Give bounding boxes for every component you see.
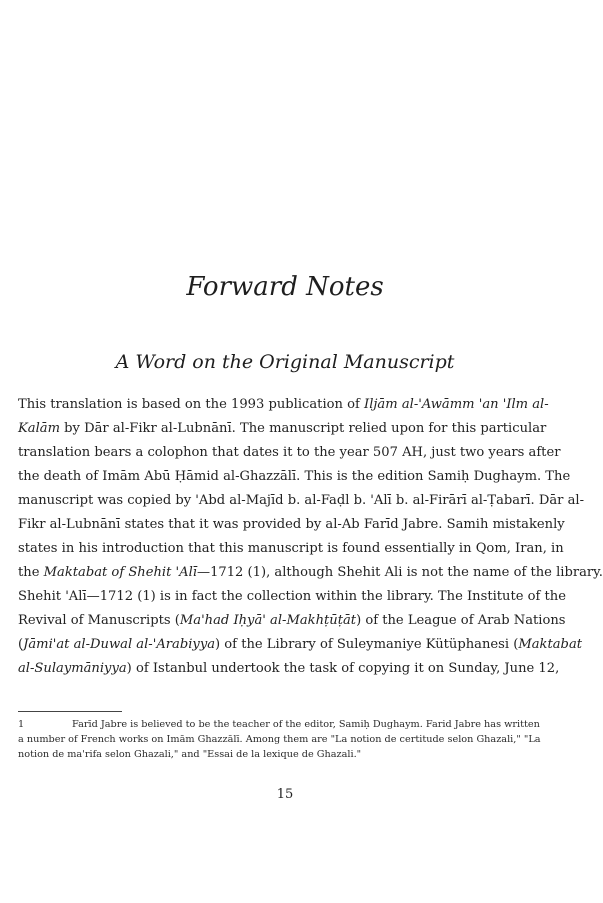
- section-title: A Word on the Original Manuscript: [115, 351, 455, 373]
- paragraph-line: manuscript was copied by 'Abd al-Majīd b. al-Faḍl b. 'Alī b. al-Firārī al-Ṭabarī. Dār al-: [18, 493, 585, 508]
- footnote-line: a number of French works on Imām Ghazzālī. Among them are "La notion de certitude selon Ghazali," "La: [18, 734, 541, 745]
- italic-term: Jāmi'at al-Duwal al-'Arabiyya: [23, 637, 216, 652]
- text-run: ) of Istanbul undertook the task of copying it on Sunday, June 12,: [126, 661, 560, 676]
- paragraph-line: [18, 393, 549, 417]
- italic-title: Kalām: [18, 421, 60, 436]
- text-run: Revival of Manuscripts (: [18, 613, 180, 628]
- italic-term: al-Sulaymāniyya: [18, 661, 127, 676]
- paragraph-line: [18, 609, 566, 633]
- footnote: [18, 717, 541, 762]
- paragraph-line: translation bears a colophon that dates it to the year 507 AH, just two years after: [18, 445, 561, 460]
- footnote-text: Farīd Jabre is believed to be the teacher of the editor, Samiḥ Dughaym. Farid Jabre has written: [72, 719, 540, 730]
- page-number: 15: [276, 787, 294, 802]
- footnote-line: [18, 717, 540, 732]
- paragraph-line: [18, 633, 583, 657]
- footnote-divider: [18, 711, 122, 712]
- paragraph-line: [18, 417, 547, 441]
- chapter-title: Forward Notes: [186, 272, 384, 302]
- italic-term: Maktabat of Shehit 'Alī: [43, 565, 197, 580]
- text-run: This translation is based on the 1993 publication of: [18, 397, 365, 412]
- footnote-line: notion de ma'rifa selon Ghazali," and "Essai de la lexique de Ghazali.": [18, 749, 362, 760]
- text-run: (: [18, 637, 24, 652]
- paragraph-line: Fikr al-Lubnānī states that it was provided by al-Ab Farīd Jabre. Samih mistakenly: [18, 517, 565, 532]
- paragraph-line: [18, 657, 560, 681]
- italic-term: Ma'had Iḥyā' al-Makhṭūṭāt: [179, 613, 357, 628]
- paragraph-line: the death of Imām Abū Ḥāmid al-Ghazzālī. This is the edition Samiḥ Dughaym. The: [18, 469, 571, 484]
- paragraph-line: [18, 561, 603, 585]
- italic-title: Iljām al-'Awāmm 'an 'Ilm al-: [364, 397, 549, 412]
- text-run: the: [18, 565, 44, 580]
- paragraph-line: states in his introduction that this manuscript is found essentially in Qom, Iran, in: [18, 541, 564, 556]
- text-run: by Dār al-Fikr al-Lubnānī. The manuscript relied upon for this particular: [60, 421, 547, 436]
- body-paragraph: [18, 393, 603, 681]
- italic-term: Maktabat: [518, 637, 583, 652]
- text-run: ) of the League of Arab Nations: [356, 613, 566, 628]
- paragraph-line: Shehit 'Alī—1712 (1) is in fact the collection within the library. The Institute of the: [18, 589, 566, 604]
- text-run: —1712 (1), although Shehit Ali is not the name of the library.: [196, 565, 603, 580]
- footnote-number: 1: [18, 719, 25, 730]
- text-run: ) of the Library of Suleymaniye Kütüphanesi (: [215, 637, 519, 652]
